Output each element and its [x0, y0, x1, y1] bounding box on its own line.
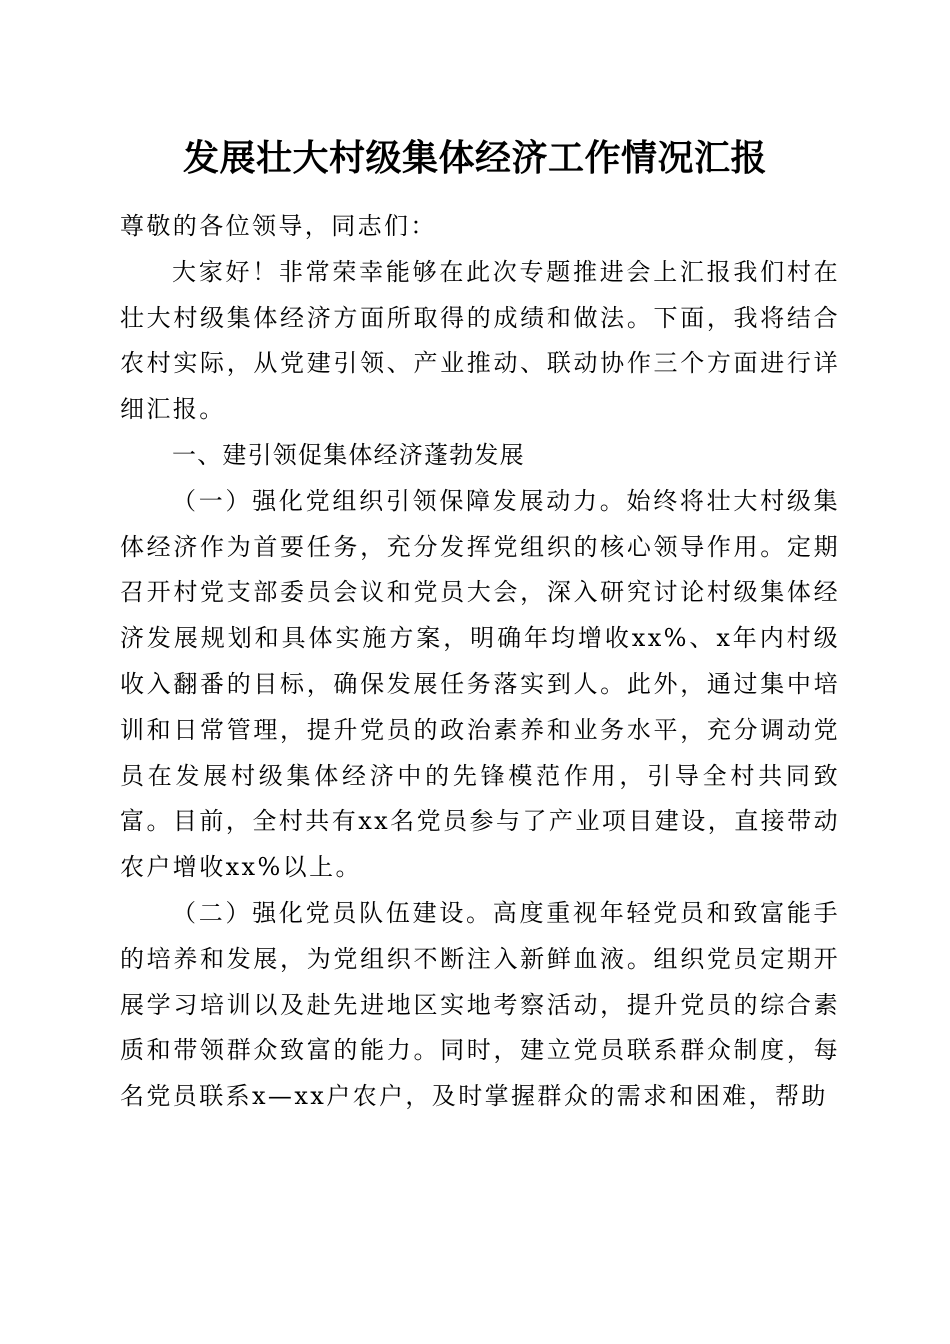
salutation: 尊敬的各位领导，同志们： [120, 212, 437, 240]
paragraph-item-1 [120, 479, 840, 891]
intro-paragraph: 大家好！非常荣幸能够在此次专题推进会上汇报我们村在壮大村级集体经济方面所取得的成绩和做法。下面，我将结合农村实际，从党建引领、产业推动、联动协作三个方面进行详细汇报。 [120, 257, 840, 424]
paragraph-item-2 [120, 891, 840, 1120]
document-body [120, 204, 840, 1120]
document-title: 发展壮大村级集体经济工作情况汇报 [182, 137, 767, 179]
section-heading: 一、建引领促集体经济蓬勃发展 [172, 440, 525, 469]
item-1-body: 始终将壮大村级集体经济作为首要任务，充分发挥党组织的核心领导作用。定期召开村党支部委员会议和党员大会，深入研究讨论村级集体经济发展规划和具体实施方案，明确年均增收xx%、x年内村级收入翻番的目标，确保发展任务落实到人。此外，通过集中培训和日常管理，提升党员的政治素养和业务水平，充分调动党员在发展村级集体经济中的先锋模范作用，引导全村共同致富。目前，全村共有xx名党员参与了产业项目建设，直接带动农户增收xx%以上。 [120, 486, 840, 882]
item-2-body: 高度重视年轻党员和致富能手的培养和发展，为党组织不断注入新鲜血液。组织党员定期开展学习培训以及赴先进地区实地考察活动，提升党员的综合素质和带领群众致富的能力。同时，建立党员联系群众制度，每名党员联系x—xx户农户，及时掌握群众的需求和困难，帮助 [120, 898, 840, 1111]
item-2-heading: （二）强化党员队伍建设。 [172, 898, 493, 927]
item-1-heading: （一）强化党组织引领保障发展动力。 [172, 486, 627, 515]
